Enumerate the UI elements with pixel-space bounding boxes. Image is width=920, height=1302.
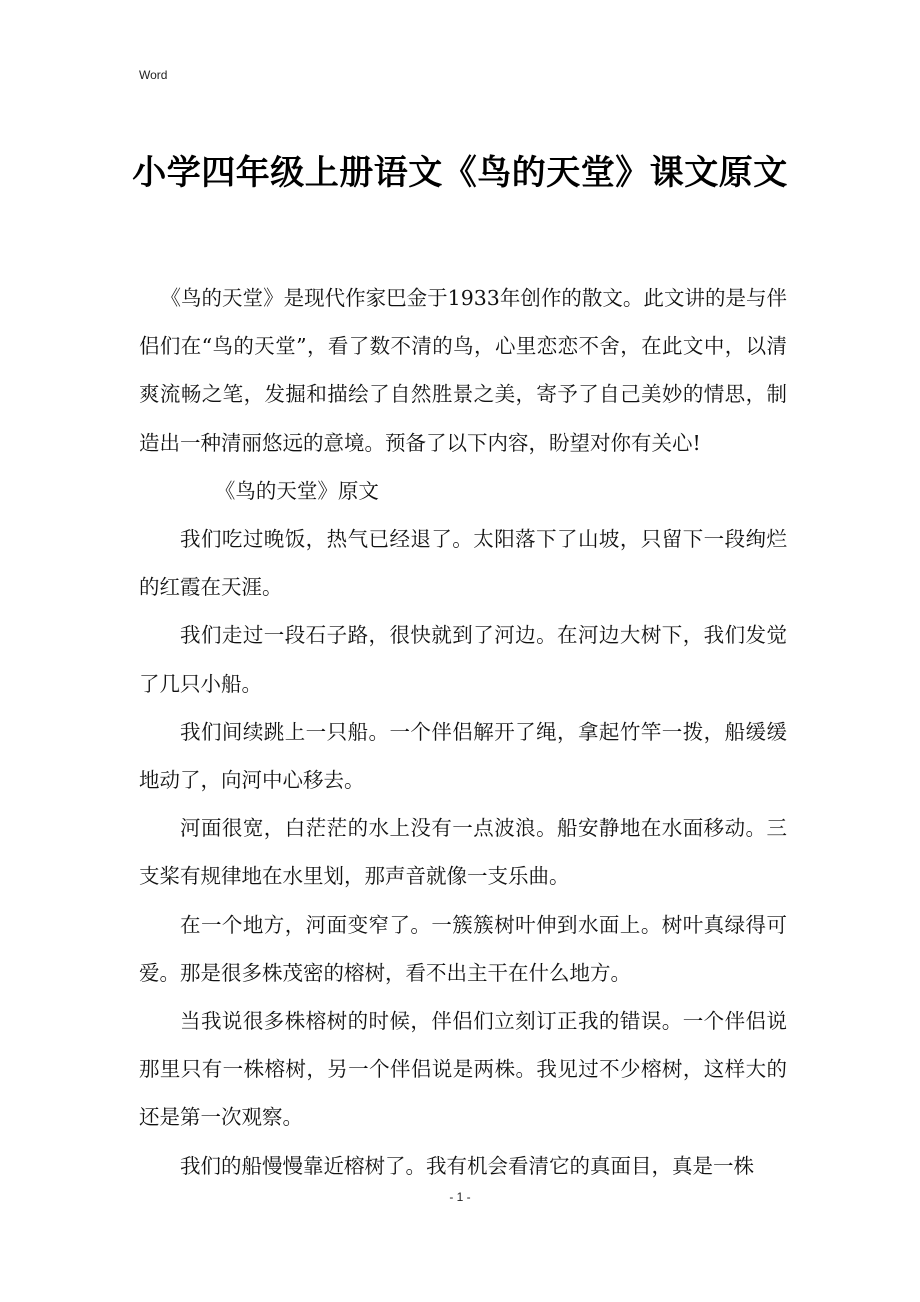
intro-paragraph: 《鸟的天堂》是现代作家巴金于1933年创作的散文。此文讲的是与伴侣们在“鸟的天堂”，看了数不清的鸟，心里恋恋不舍，在此文中，以清爽流畅之笔，发掘和描绘了自然胜景之美，寄予了自己美妙的情思，制造出一种清丽悠远的意境。预备了以下内容，盼望对你有关心! xyxy=(139,286,787,455)
document-title: 小学四年级上册语文《鸟的天堂》课文原文 xyxy=(132,153,788,193)
body-paragraph: 在一个地方，河面变窄了。一簇簇树叶伸到水面上。树叶真绿得可爱。那是很多株茂密的榕树，看不出主干在什么地方。 xyxy=(139,912,787,985)
header-label: Word xyxy=(139,68,168,82)
body-paragraph: 我们间续跳上一只船。一个伴侣解开了绳，拿起竹竿一拨，船缓缓地动了，向河中心移去。 xyxy=(139,719,787,793)
body-paragraph: 我们吃过晚饭，热气已经退了。太阳落下了山坡，只留下一段绚烂的红霞在天涯。 xyxy=(139,527,787,600)
body-paragraph: 我们的船慢慢靠近榕树了。我有机会看清它的真面目，真是一株 xyxy=(180,1153,754,1178)
page-number: - 1 - xyxy=(449,1190,471,1204)
section-heading: 《鸟的天堂》原文 xyxy=(214,478,379,503)
body-paragraph: 我们走过一段石子路，很快就到了河边。在河边大树下，我们发觉了几只小船。 xyxy=(139,623,787,696)
body-paragraph: 河面很宽，白茫茫的水上没有一点波浪。船安静地在水面移动。三支桨有规律地在水里划，那声音就像一支乐曲。 xyxy=(139,816,787,889)
body-paragraph: 当我说很多株榕树的时候，伴侣们立刻订正我的错误。一个伴侣说那里只有一株榕树，另一个伴侣说是两株。我见过不少榕树，这样大的还是第一次观察。 xyxy=(139,1009,787,1130)
document-body xyxy=(139,274,787,1190)
